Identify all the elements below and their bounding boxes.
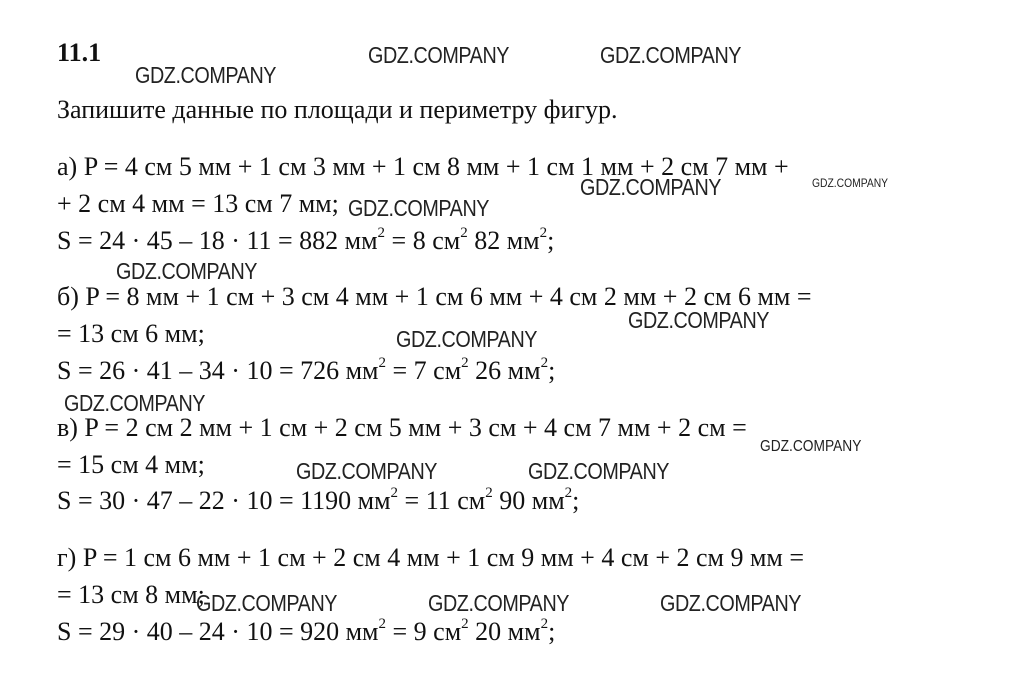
watermark: GDZ.COMPANY xyxy=(660,590,802,616)
watermark: GDZ.COMPANY xyxy=(64,390,206,416)
watermark: GDZ.COMPANY xyxy=(116,258,258,284)
part-d-area-mid: = 9 см xyxy=(386,617,462,646)
part-b-perimeter-line-2: = 13 см 6 мм; xyxy=(57,319,205,348)
part-c-exp-1: 2 xyxy=(390,485,399,501)
part-d-perimeter-line-2: = 13 см 8 мм; xyxy=(57,580,205,609)
part-d-exp-1: 2 xyxy=(378,616,387,632)
part-c-area-mid: = 11 см xyxy=(398,486,486,515)
part-b-area-tail: ; xyxy=(548,356,556,385)
part-d-area-end: 20 мм xyxy=(468,617,541,646)
part-a-area-mid: = 8 см xyxy=(385,226,461,255)
part-d-area-tail: ; xyxy=(548,617,556,646)
part-c-perimeter-line-2: = 15 см 4 мм; xyxy=(57,450,205,479)
part-a-exp-1: 2 xyxy=(377,225,386,241)
part-a-area-line xyxy=(57,226,554,256)
watermark: GDZ.COMPANY xyxy=(760,438,862,455)
watermark: GDZ.COMPANY xyxy=(196,590,338,616)
part-c-area-end: 90 мм xyxy=(492,486,565,515)
part-a-area-end: 82 мм xyxy=(467,226,540,255)
part-b-exp-1: 2 xyxy=(378,355,387,371)
part-c-area-line xyxy=(57,486,579,516)
part-b-area-end: 26 мм xyxy=(468,356,541,385)
part-a-exp-2: 2 xyxy=(460,225,468,241)
watermark: GDZ.COMPANY xyxy=(368,42,510,68)
part-d-perimeter-line-1: г) P = 1 см 6 мм + 1 см + 2 см 4 мм + 1 см 9 мм + 4 см + 2 см 9 мм = xyxy=(57,543,805,572)
part-a-area-main: S = 24 · 45 – 18 · 11 = 882 мм xyxy=(57,226,378,255)
watermark: GDZ.COMPANY xyxy=(812,176,889,190)
part-c-exp-2: 2 xyxy=(485,485,493,501)
part-a-exp-3: 2 xyxy=(539,225,548,241)
part-c-area-tail: ; xyxy=(572,486,580,515)
watermark: GDZ.COMPANY xyxy=(296,458,438,484)
part-b-perimeter-line-1: б) P = 8 мм + 1 см + 3 см 4 мм + 1 см 6 мм + 4 см 2 мм + 2 см 6 мм = xyxy=(57,282,812,311)
part-b-exp-3: 2 xyxy=(540,355,549,371)
watermark: GDZ.COMPANY xyxy=(396,326,538,352)
part-b-exp-2: 2 xyxy=(461,355,469,371)
part-c-area-main: S = 30 · 47 – 22 · 10 = 1190 мм xyxy=(57,486,391,515)
watermark: GDZ.COMPANY xyxy=(428,590,570,616)
part-a-area-tail: ; xyxy=(547,226,555,255)
part-d-area-line xyxy=(57,617,555,647)
part-b-area-mid: = 7 см xyxy=(386,356,462,385)
watermark: GDZ.COMPANY xyxy=(580,174,722,200)
part-b-area-line xyxy=(57,356,555,386)
part-a-perimeter-line-1: а) P = 4 см 5 мм + 1 см 3 мм + 1 см 8 мм + 1 см 1 мм + 2 см 7 мм + xyxy=(57,152,789,181)
part-a-perimeter-line-2: + 2 см 4 мм = 13 см 7 мм; xyxy=(57,189,339,218)
task-number: 11.1 xyxy=(57,38,102,67)
part-c-exp-3: 2 xyxy=(564,485,573,501)
watermark: GDZ.COMPANY xyxy=(628,307,770,333)
watermark: GDZ.COMPANY xyxy=(600,42,742,68)
part-d-exp-2: 2 xyxy=(461,616,469,632)
watermark: GDZ.COMPANY xyxy=(348,195,490,221)
watermark: GDZ.COMPANY xyxy=(528,458,670,484)
part-d-exp-3: 2 xyxy=(540,616,549,632)
part-d-area-main: S = 29 · 40 – 24 · 10 = 920 мм xyxy=(57,617,379,646)
watermark: GDZ.COMPANY xyxy=(135,62,277,88)
part-c-perimeter-line-1: в) P = 2 см 2 мм + 1 см + 2 см 5 мм + 3 см + 4 см 7 мм + 2 см = xyxy=(57,413,747,442)
task-intro: Запишите данные по площади и периметру фигур. xyxy=(57,95,618,124)
part-b-area-main: S = 26 · 41 – 34 · 10 = 726 мм xyxy=(57,356,379,385)
